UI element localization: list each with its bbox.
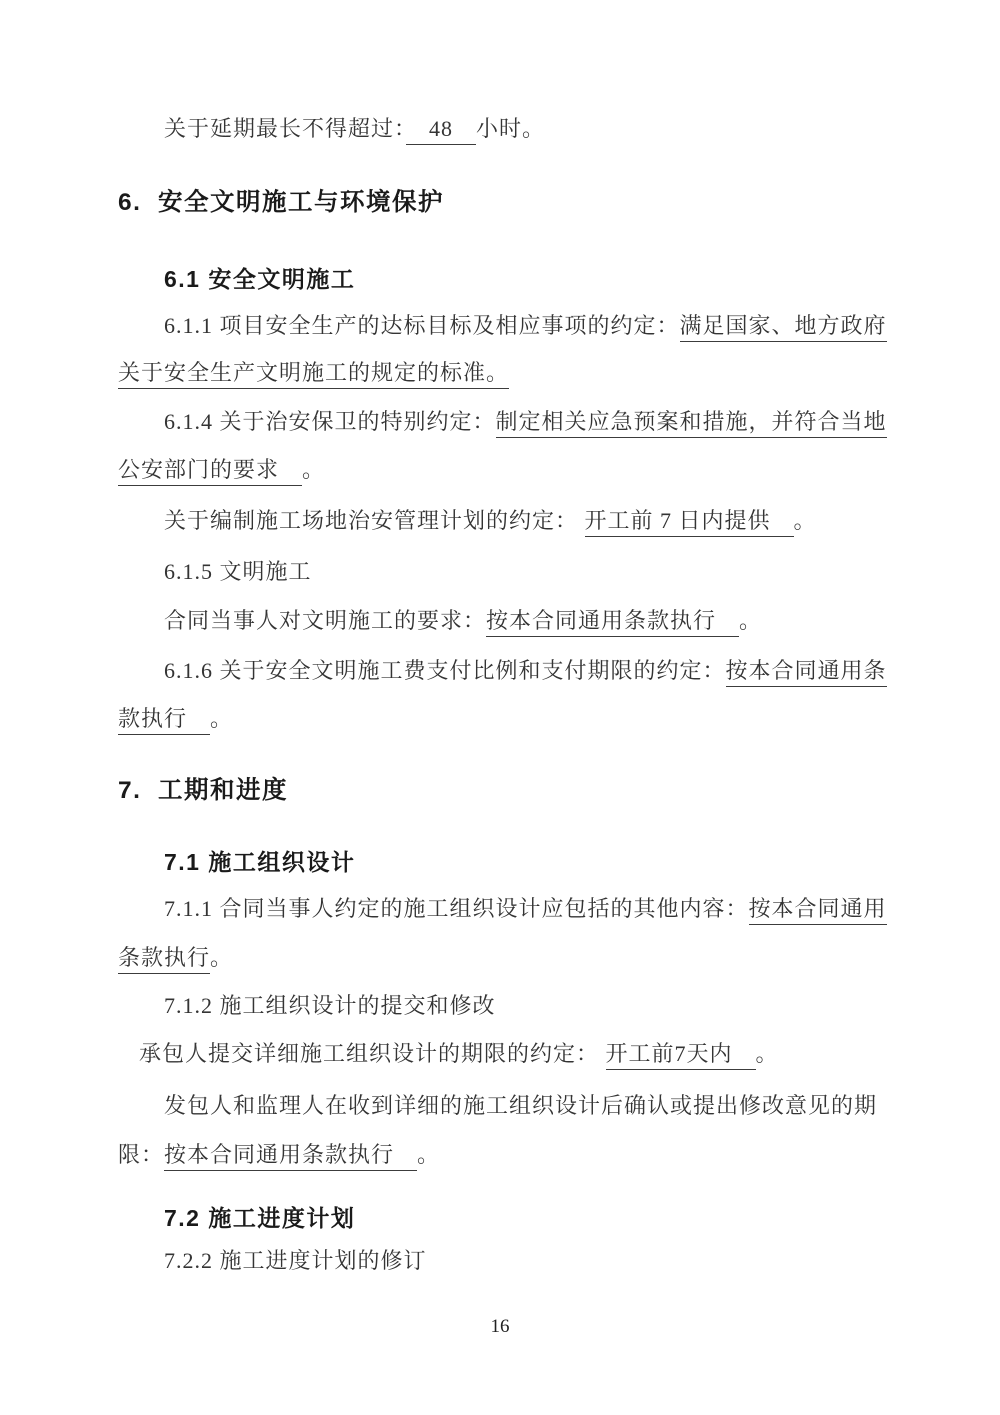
text-segment: 小时。 bbox=[476, 116, 546, 141]
text-segment: 6.1.4 关于治安保卫的特别约定： bbox=[164, 409, 496, 434]
text-segment: 7.1.2 施工组织设计的提交和修改 bbox=[164, 993, 496, 1018]
clause-7-1-2-heading bbox=[164, 991, 496, 1021]
text-segment: 6.1 安全文明施工 bbox=[164, 266, 356, 292]
filled-blank: 关于安全生产文明施工的规定的标准。 bbox=[118, 360, 509, 389]
text-segment: 发包人和监理人在收到详细的施工组织设计后确认或提出修改意见的期 bbox=[164, 1093, 878, 1118]
clause-contractor-submit-deadline bbox=[139, 1039, 779, 1069]
filled-blank: 按本合同通用条款执行 bbox=[164, 1142, 417, 1171]
text-segment: 。 bbox=[302, 457, 326, 482]
text-segment: 7. 工期和进度 bbox=[118, 777, 289, 804]
filled-blank: 48 bbox=[406, 116, 476, 145]
section-6-heading bbox=[118, 187, 444, 219]
text-segment: 。 bbox=[417, 1142, 441, 1167]
clause-6-1-6-line-2 bbox=[118, 704, 233, 734]
filled-blank: 满足国家、地方政府 bbox=[680, 313, 887, 342]
text-segment: 6. 安全文明施工与环境保护 bbox=[118, 189, 445, 216]
clause-6-1-5-heading bbox=[164, 557, 312, 587]
text-segment: 7.1.1 合同当事人约定的施工组织设计应包括的其他内容： bbox=[164, 896, 749, 921]
text-segment: 关于延期最长不得超过： bbox=[164, 116, 407, 141]
clause-6-1-4-line-1 bbox=[164, 407, 887, 437]
filled-blank: 按本合同通用条款执行 bbox=[486, 608, 739, 637]
filled-blank: 条款执行 bbox=[118, 945, 210, 974]
text-segment: 。 bbox=[739, 608, 763, 633]
clause-employer-confirm-line-1 bbox=[164, 1091, 877, 1121]
clause-6-1-1-line-1 bbox=[164, 311, 887, 341]
filled-blank: 款执行 bbox=[118, 706, 210, 735]
text-segment: 7.2.2 施工进度计划的修订 bbox=[164, 1248, 427, 1273]
text-segment: 限： bbox=[118, 1142, 165, 1167]
text-segment: 。 bbox=[755, 1041, 779, 1066]
clause-6-1-5-requirement bbox=[164, 606, 762, 636]
filled-blank: 公安部门的要求 bbox=[118, 457, 302, 486]
clause-employer-confirm-line-2 bbox=[118, 1140, 440, 1170]
clause-6-1-4-line-2 bbox=[118, 455, 325, 485]
page-number: 16 bbox=[490, 1316, 510, 1337]
clause-delay-limit bbox=[164, 114, 545, 144]
text-segment: 合同当事人对文明施工的要求： bbox=[164, 608, 487, 633]
filled-blank: 开工前7天内 bbox=[606, 1041, 756, 1070]
text-segment: 关于编制施工场地治安管理计划的约定： bbox=[164, 508, 585, 533]
section-7-heading bbox=[118, 775, 288, 807]
clause-security-plan bbox=[164, 506, 817, 536]
text-segment: 。 bbox=[210, 945, 234, 970]
section-6-1-heading bbox=[164, 264, 355, 294]
text-segment: 承包人提交详细施工组织设计的期限的约定： bbox=[139, 1041, 606, 1066]
filled-blank: 按本合同通用条 bbox=[726, 658, 887, 687]
clause-7-2-2-heading bbox=[164, 1246, 427, 1276]
text-segment: 。 bbox=[793, 508, 817, 533]
section-7-2-heading bbox=[164, 1203, 355, 1233]
text-segment: 7.2 施工进度计划 bbox=[164, 1205, 356, 1231]
text-segment: 6.1.5 文明施工 bbox=[164, 559, 312, 584]
clause-6-1-6-line-1 bbox=[164, 656, 887, 686]
text-segment: 。 bbox=[210, 706, 234, 731]
filled-blank: 按本合同通用 bbox=[749, 896, 887, 925]
clause-6-1-1-line-2 bbox=[118, 358, 509, 388]
clause-7-1-1-line-2 bbox=[118, 943, 233, 973]
text-segment: 6.1.1 项目安全生产的达标目标及相应事项的约定： bbox=[164, 313, 680, 338]
text-segment: 7.1 施工组织设计 bbox=[164, 849, 356, 875]
filled-blank: 开工前 7 日内提供 bbox=[585, 508, 794, 537]
clause-7-1-1-line-1 bbox=[164, 894, 887, 924]
section-7-1-heading bbox=[164, 847, 355, 877]
text-segment: 6.1.6 关于安全文明施工费支付比例和支付期限的约定： bbox=[164, 658, 726, 683]
filled-blank: 制定相关应急预案和措施，并符合当地 bbox=[496, 409, 887, 438]
